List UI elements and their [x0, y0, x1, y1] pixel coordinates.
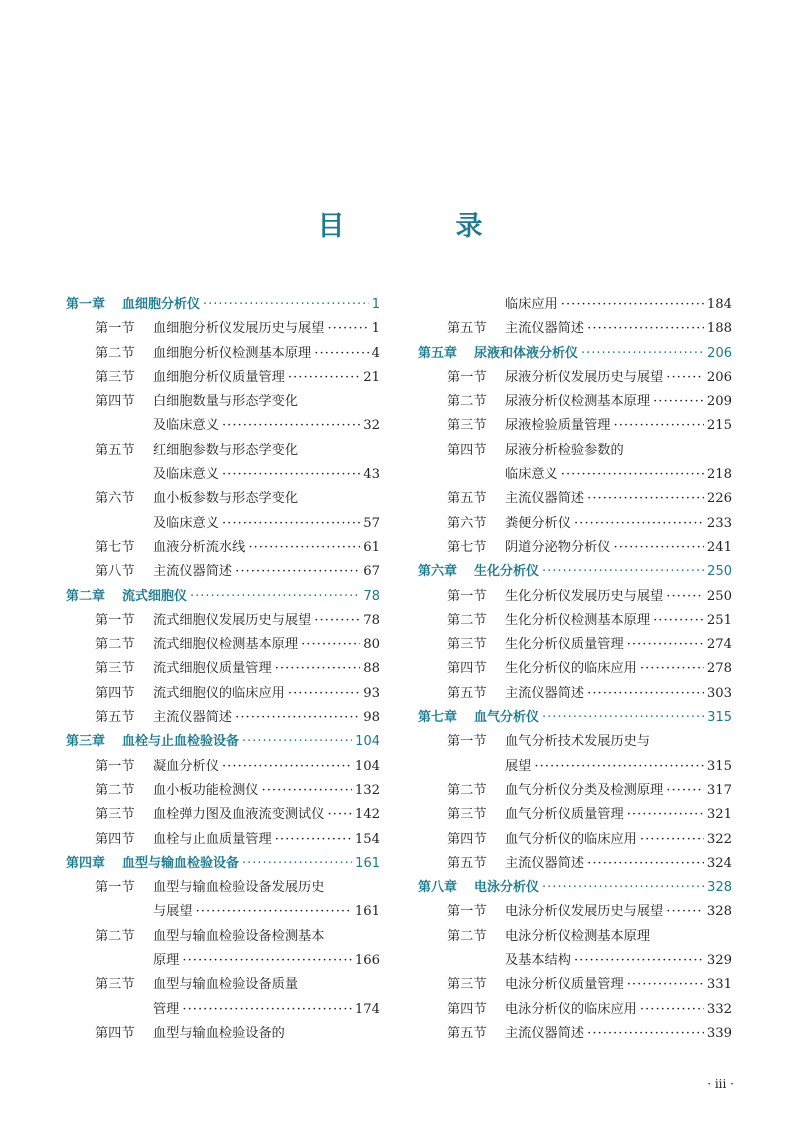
toc-section-entry[interactable]: [418, 779, 732, 803]
chapter-number: 第五章: [418, 345, 458, 361]
page-number: 324: [706, 855, 732, 871]
toc-section-entry[interactable]: [66, 487, 380, 511]
section-title: 血小板参数与形态学变化: [153, 491, 299, 507]
leader-dots: [327, 803, 351, 827]
section-number: 第一节: [95, 758, 135, 774]
toc-section-continuation[interactable]: [66, 949, 380, 973]
section-title: 血型与输血检验设备检测基本: [153, 928, 325, 944]
section-number: 第二节: [95, 637, 135, 653]
toc-section-entry[interactable]: [418, 585, 732, 609]
section-number: 第二节: [447, 394, 487, 410]
toc-section-entry[interactable]: [66, 925, 380, 949]
section-title: 生化分析仪检测基本原理: [505, 612, 651, 628]
toc-section-entry[interactable]: [66, 609, 380, 633]
page-number: 80: [363, 637, 380, 653]
page-number: 78: [363, 612, 380, 628]
page-number: 328: [707, 880, 732, 896]
leader-dots: [242, 852, 352, 876]
section-number: 第一节: [447, 904, 487, 920]
toc-section-continuation[interactable]: [66, 463, 380, 487]
section-title: 生化分析仪质量管理: [505, 637, 624, 653]
chapter-title: 血细胞分析仪: [122, 297, 201, 312]
section-title: 流式细胞仪检测基本原理: [153, 637, 299, 653]
toc-section-continuation[interactable]: [66, 512, 380, 536]
page-folio: · iii ·: [707, 1077, 734, 1091]
section-number: 第二节: [447, 612, 487, 628]
page-number: 161: [355, 855, 380, 871]
page-number: 215: [706, 418, 732, 434]
toc-section-entry[interactable]: [418, 633, 732, 657]
page-number: 142: [354, 807, 380, 823]
page-number: 154: [354, 831, 380, 847]
toc-section-entry[interactable]: [66, 876, 380, 900]
page-number: 322: [706, 831, 732, 847]
leader-dots: [627, 973, 704, 997]
page-number: 315: [706, 758, 732, 774]
section-number: 第六节: [95, 491, 135, 507]
toc-section-continuation[interactable]: [66, 998, 380, 1022]
section-title: 红细胞参数与形态学变化: [153, 442, 299, 458]
toc-section-entry[interactable]: [418, 852, 732, 876]
toc-section-entry[interactable]: [418, 900, 732, 924]
section-number: 第八节: [95, 564, 135, 580]
page-number: 274: [706, 637, 732, 653]
page-number: 98: [363, 710, 380, 726]
section-number: 第四节: [447, 831, 487, 847]
page-number: 250: [707, 564, 732, 580]
toc-section-entry[interactable]: [418, 803, 732, 827]
section-title-continued: 与展望: [153, 904, 193, 920]
leader-dots: [640, 998, 704, 1022]
toc-right-column: [418, 293, 732, 1046]
page-number: 57: [363, 515, 380, 531]
toc-section-entry[interactable]: [418, 390, 732, 414]
page-number: 331: [706, 977, 732, 993]
leader-dots: [640, 657, 704, 681]
section-number: 第五节: [447, 1025, 487, 1041]
toc-chapter-entry[interactable]: [66, 293, 380, 317]
section-title: 血栓弹力图及血液流变测试仪: [153, 807, 325, 823]
leader-dots: [653, 609, 704, 633]
chapter-title: 流式细胞仪: [122, 588, 188, 604]
section-number: 第三节: [95, 807, 135, 823]
leader-dots: [542, 560, 704, 584]
page-number: 43: [363, 467, 380, 483]
section-number: 第四节: [95, 831, 135, 847]
page-number: 321: [706, 807, 732, 823]
leader-dots: [222, 414, 360, 438]
toc-chapter-entry[interactable]: [418, 342, 732, 366]
section-title: 主流仪器简述: [505, 685, 585, 701]
section-number: 第五节: [95, 710, 135, 726]
leader-dots: [275, 828, 352, 852]
page-number: 166: [354, 953, 380, 969]
page-number: 188: [706, 321, 732, 337]
leader-dots: [542, 706, 704, 730]
leader-dots: [587, 852, 704, 876]
toc-chapter-entry[interactable]: [418, 876, 732, 900]
toc-section-entry[interactable]: [66, 366, 380, 390]
leader-dots: [196, 900, 352, 924]
section-number: 第四节: [95, 685, 135, 701]
leader-dots: [653, 390, 704, 414]
page-number: 67: [363, 564, 380, 580]
toc-section-entry[interactable]: [418, 657, 732, 681]
section-title: 血细胞分析仪检测基本原理: [153, 345, 312, 361]
toc-section-entry[interactable]: [66, 682, 380, 706]
leader-dots: [275, 657, 361, 681]
section-title-continued: 及基本结构: [505, 953, 571, 969]
section-title: 电泳分析仪检测基本原理: [505, 928, 651, 944]
section-number: 第二节: [95, 782, 135, 798]
section-title-continued: 及临床意义: [153, 418, 219, 434]
leader-dots: [587, 1022, 704, 1046]
section-title: 尿液分析仪发展历史与展望: [505, 369, 664, 385]
chapter-number: 第四章: [66, 855, 106, 871]
toc-section-entry[interactable]: [418, 487, 732, 511]
toc-section-continuation[interactable]: [418, 293, 732, 317]
page-number: 4: [371, 345, 380, 361]
section-title: 尿液分析仪检测基本原理: [505, 394, 651, 410]
page-number: 1: [371, 297, 380, 312]
leader-dots: [314, 342, 368, 366]
section-title: 血细胞分析仪发展历史与展望: [153, 321, 325, 337]
toc-section-continuation[interactable]: [418, 949, 732, 973]
toc-section-entry[interactable]: [418, 414, 732, 438]
leader-dots: [534, 755, 703, 779]
page-number: 315: [707, 710, 732, 726]
section-title: 生化分析仪的临床应用: [505, 661, 637, 677]
leader-dots: [666, 585, 704, 609]
page-number: 241: [706, 539, 732, 555]
toc-section-entry[interactable]: [66, 1022, 380, 1046]
chapter-title: 尿液和体液分析仪: [474, 345, 579, 361]
section-number: 第五节: [447, 685, 487, 701]
toc-section-entry[interactable]: [418, 1022, 732, 1046]
toc-section-continuation[interactable]: [418, 755, 732, 779]
chapter-number: 第二章: [66, 588, 106, 604]
section-title: 尿液检验质量管理: [505, 418, 611, 434]
section-number: 第四节: [447, 661, 487, 677]
section-title-continued: 及临床意义: [153, 467, 219, 483]
toc-section-entry[interactable]: [418, 366, 732, 390]
toc-section-entry[interactable]: [418, 536, 732, 560]
toc-section-entry[interactable]: [418, 998, 732, 1022]
section-number: 第一节: [447, 588, 487, 604]
section-number: 第四节: [447, 442, 487, 458]
leader-dots: [587, 487, 704, 511]
section-number: 第六节: [447, 515, 487, 531]
section-number: 第三节: [447, 637, 487, 653]
toc-section-entry[interactable]: [418, 439, 732, 463]
toc-section-entry[interactable]: [66, 439, 380, 463]
page-number: 278: [706, 661, 732, 677]
section-title-continued: 展望: [505, 758, 532, 774]
section-title: 电泳分析仪发展历史与展望: [505, 904, 664, 920]
page-number: 233: [706, 515, 732, 531]
page-number: 206: [707, 345, 732, 361]
page-number: 161: [354, 904, 380, 920]
section-title: 阴道分泌物分析仪: [505, 539, 611, 555]
section-number: 第三节: [95, 661, 135, 677]
leader-dots: [222, 755, 352, 779]
section-number: 第三节: [447, 807, 487, 823]
leader-dots: [627, 803, 704, 827]
toc-section-entry[interactable]: [418, 973, 732, 997]
toc-chapter-entry[interactable]: [66, 730, 380, 754]
section-number: 第一节: [95, 880, 135, 896]
section-title: 血型与输血检验设备的: [153, 1025, 285, 1041]
section-title: 主流仪器简述: [505, 1025, 585, 1041]
leader-dots: [222, 463, 360, 487]
chapter-title: 血栓与止血检验设备: [122, 734, 240, 750]
section-title-continued: 及临床意义: [153, 515, 219, 531]
section-number: 第一节: [95, 612, 135, 628]
page-number: 339: [706, 1025, 732, 1041]
toc-section-entry[interactable]: [418, 828, 732, 852]
toc-section-entry[interactable]: [418, 730, 732, 754]
page-number: 218: [706, 467, 732, 483]
section-number: 第五节: [447, 855, 487, 871]
section-title: 尿液分析检验参数的: [505, 442, 624, 458]
leader-dots: [614, 536, 704, 560]
chapter-number: 第六章: [418, 564, 458, 580]
section-title: 电泳分析仪的临床应用: [505, 1001, 637, 1017]
leader-dots: [235, 706, 360, 730]
toc-section-entry[interactable]: [66, 342, 380, 366]
section-title: 凝血分析仪: [153, 758, 219, 774]
section-title: 主流仪器简述: [505, 321, 585, 337]
toc-section-entry[interactable]: [418, 512, 732, 536]
page-number: 1: [371, 321, 380, 337]
section-title: 血气分析仪的临床应用: [505, 831, 637, 847]
toc-section-entry[interactable]: [66, 973, 380, 997]
toc-section-entry[interactable]: [418, 682, 732, 706]
section-title: 血型与输血检验设备发展历史: [153, 880, 325, 896]
leader-dots: [542, 876, 704, 900]
page-number: 21: [363, 369, 380, 385]
section-title: 粪便分析仪: [505, 515, 571, 531]
toc-section-entry[interactable]: [66, 706, 380, 730]
toc-section-entry[interactable]: [66, 828, 380, 852]
page-number: 184: [706, 297, 732, 312]
page-number: 132: [354, 782, 380, 798]
toc-section-entry[interactable]: [418, 609, 732, 633]
toc-section-entry[interactable]: [66, 779, 380, 803]
page-number: 250: [706, 588, 732, 604]
chapter-title: 血气分析仪: [474, 710, 540, 726]
leader-dots: [574, 512, 704, 536]
chapter-number: 第三章: [66, 734, 106, 750]
page-number: 329: [706, 953, 732, 969]
toc-chapter-entry[interactable]: [418, 706, 732, 730]
page-number: 206: [706, 369, 732, 385]
section-title: 血气分析仪质量管理: [505, 807, 624, 823]
toc-chapter-entry[interactable]: [66, 852, 380, 876]
chapter-title: 生化分析仪: [474, 564, 540, 580]
page-number: 88: [363, 661, 380, 677]
leader-dots: [614, 414, 704, 438]
leader-dots: [581, 342, 704, 366]
section-number: 第一节: [95, 321, 135, 337]
section-title: 血型与输血检验设备质量: [153, 977, 299, 993]
section-number: 第二节: [447, 782, 487, 798]
section-title: 主流仪器简述: [153, 564, 233, 580]
toc-section-entry[interactable]: [66, 317, 380, 341]
toc-section-continuation[interactable]: [66, 414, 380, 438]
leader-dots: [666, 900, 704, 924]
section-number: 第三节: [447, 418, 487, 434]
leader-dots: [222, 512, 360, 536]
toc-section-entry[interactable]: [66, 803, 380, 827]
toc-chapter-entry[interactable]: [66, 585, 380, 609]
leader-dots: [242, 730, 352, 754]
page-number: 328: [706, 904, 732, 920]
page-number: 93: [363, 685, 380, 701]
page-number: 226: [706, 491, 732, 507]
leader-dots: [248, 536, 360, 560]
section-title: 主流仪器简述: [505, 491, 585, 507]
toc-section-continuation[interactable]: [66, 900, 380, 924]
section-title: 血液分析流水线: [153, 539, 246, 555]
leader-dots: [666, 779, 704, 803]
chapter-number: 第八章: [418, 880, 458, 896]
section-title-continued: 原理: [153, 953, 180, 969]
section-title: 电泳分析仪质量管理: [505, 977, 624, 993]
page-number: 61: [363, 539, 380, 555]
leader-dots: [561, 463, 704, 487]
section-title: 主流仪器简述: [505, 855, 585, 871]
chapter-title: 电泳分析仪: [474, 880, 540, 896]
toc-section-continuation[interactable]: [418, 463, 732, 487]
section-title: 血栓与止血质量管理: [153, 831, 272, 847]
toc-section-entry[interactable]: [66, 755, 380, 779]
chapter-title: 血型与输血检验设备: [122, 855, 240, 871]
section-title: 流式细胞仪发展历史与展望: [153, 612, 312, 628]
section-number: 第三节: [447, 977, 487, 993]
section-title: 血小板功能检测仪: [153, 782, 259, 798]
page-number: 209: [706, 394, 732, 410]
section-number: 第四节: [447, 1001, 487, 1017]
section-title-continued: 管理: [153, 1001, 180, 1017]
section-number: 第三节: [95, 977, 135, 993]
section-number: 第二节: [95, 345, 135, 361]
toc-section-entry[interactable]: [418, 925, 732, 949]
leader-dots: [627, 633, 704, 657]
leader-dots: [301, 633, 360, 657]
page-number: 251: [706, 612, 732, 628]
chapter-number: 第七章: [418, 710, 458, 726]
leader-dots: [262, 779, 352, 803]
section-number: 第四节: [95, 394, 135, 410]
section-number: 第一节: [447, 369, 487, 385]
section-number: 第七节: [95, 539, 135, 555]
chapter-number: 第一章: [66, 297, 106, 312]
section-number: 第二节: [447, 928, 487, 944]
leader-dots: [314, 609, 360, 633]
toc-section-entry[interactable]: [418, 317, 732, 341]
section-title-continued: 临床意义: [505, 467, 558, 483]
page-number: 78: [363, 588, 380, 604]
page-number: 174: [354, 1001, 380, 1017]
page-number: 32: [363, 418, 380, 434]
page-number: 332: [706, 1001, 732, 1017]
page-title: 目 录: [317, 211, 525, 242]
section-title: 主流仪器简述: [153, 710, 233, 726]
leader-dots: [288, 682, 360, 706]
leader-dots: [666, 366, 704, 390]
leader-dots: [561, 293, 704, 317]
page-number: 317: [706, 782, 732, 798]
leader-dots: [288, 366, 360, 390]
toc-section-entry[interactable]: [66, 536, 380, 560]
section-title: 流式细胞仪的临床应用: [153, 685, 285, 701]
section-number: 第五节: [95, 442, 135, 458]
section-number: 第三节: [95, 369, 135, 385]
section-number: 第一节: [447, 734, 487, 750]
toc-section-entry[interactable]: [66, 633, 380, 657]
page-number: 104: [354, 758, 380, 774]
leader-dots: [190, 585, 360, 609]
section-title: 血细胞分析仪质量管理: [153, 369, 285, 385]
toc-section-entry[interactable]: [66, 390, 380, 414]
section-number: 第七节: [447, 539, 487, 555]
section-number: 第四节: [95, 1025, 135, 1041]
leader-dots: [182, 998, 351, 1022]
section-title: 流式细胞仪质量管理: [153, 661, 272, 677]
section-title: 白细胞数量与形态学变化: [153, 394, 299, 410]
section-title-continued: 临床应用: [505, 297, 558, 312]
leader-dots: [587, 682, 704, 706]
section-title: 生化分析仪发展历史与展望: [505, 588, 664, 604]
page-number: 104: [355, 734, 380, 750]
leader-dots: [640, 828, 704, 852]
section-title: 血气分析技术发展历史与: [505, 734, 651, 750]
toc-chapter-entry[interactable]: [418, 560, 732, 584]
section-number: 第五节: [447, 321, 487, 337]
toc-left-column: [66, 293, 380, 1046]
leader-dots: [587, 317, 704, 341]
leader-dots: [235, 560, 360, 584]
section-title: 血气分析仪分类及检测原理: [505, 782, 664, 798]
toc-section-entry[interactable]: [66, 657, 380, 681]
section-number: 第五节: [447, 491, 487, 507]
toc-section-entry[interactable]: [66, 560, 380, 584]
leader-dots: [327, 317, 368, 341]
leader-dots: [182, 949, 351, 973]
page-number: 303: [706, 685, 732, 701]
leader-dots: [574, 949, 704, 973]
leader-dots: [203, 293, 369, 317]
section-number: 第二节: [95, 928, 135, 944]
